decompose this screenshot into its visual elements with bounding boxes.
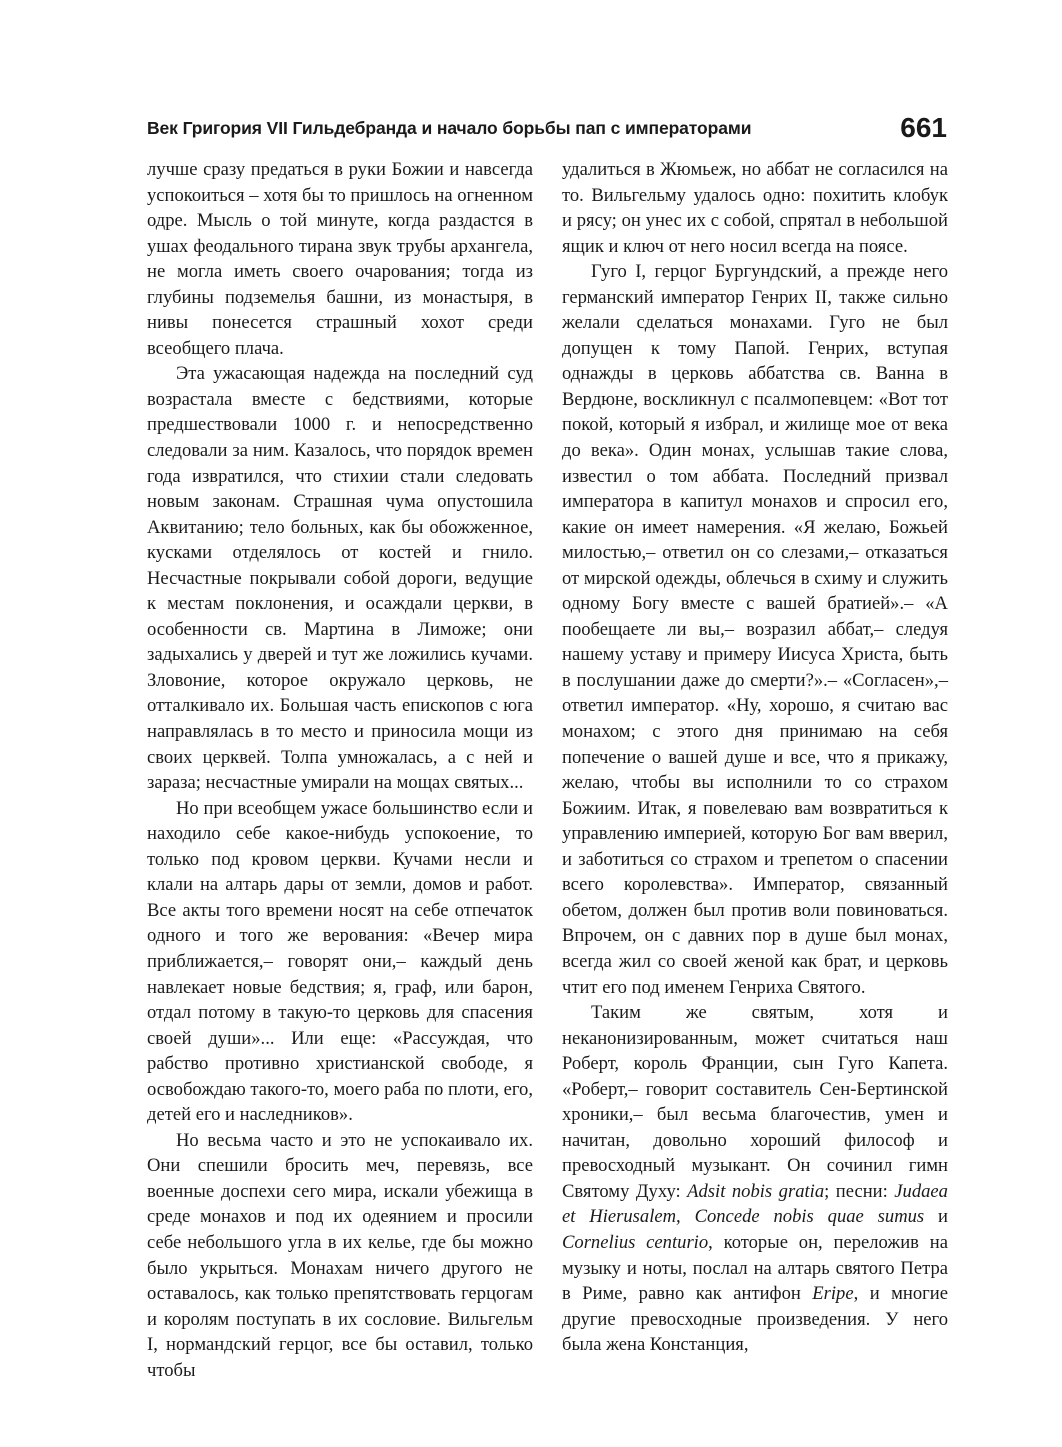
paragraph: удалиться в Жюмьеж, но аббат не согласился на то. Вильгельму удалось одно: похитить клобук и рясу; он унес их с собой, спрятал в небольшой ящик и ключ от него носил всегда на поясе. xyxy=(562,159,948,257)
paragraph: Гуго I, герцог Бургундский, а прежде него германский император Генрих II, также сильно желали сделаться монахами. Гуго не был допущен к тому Папой. Генрих, вступая однажды в церковь аббатства св. Ванна в Вердюне, воскликнул с псалмопевцем: «Вот тот покой, который я избрал, и жилище мое от века до века». Один монах, услышав такие слова, известил о том аббата. Последний призвал императора в капитул монахов и спросил его, какие он имеет намерения. «Я желаю, Божьей милостью,– ответил он со слезами,– отказаться от мирской одежды, облечься в схиму и служить одному Богу вместе с вашей братией».– «А пообещаете ли вы,– возразил аббат,– следуя нашему уставу и примеру Иисуса Христа, быть в послушании даже до смерти?».– «Согласен»,– ответил император. «Ну, хорошо, я считаю вас монахом; с этого дня принимаю на себя попечение о вашей душе и все, что я прикажу, желаю, чтобы вы исполнили то со страхом Божиим. Итак, я повелеваю вам возвратиться к управлению империей, которую Бог вам вверил, и заботиться со страхом и трепетом о спасении всего королевства». Император, связанный обетом, должен был против воли повиноваться. Впрочем, он с давних пор в душе был монах, всегда жил со своей женой как брат, и церковь чтит его под именем Генриха Святого. xyxy=(562,261,948,998)
page-number: 661 xyxy=(900,112,947,143)
song-titles: Judaea et Hierusalem, Concede nobis quae sumus xyxy=(562,1180,948,1228)
left-column xyxy=(147,157,533,1383)
paragraph: Но при всеобщем ужасе большинство если и находило себе какое-нибудь успокоение, то только под кровом церкви. Кучами несли и клали на алтарь дары от земли, домов и работ. Все акты того времени носят на себе отпечаток одного и того же верования: «Вечер мира приближается,– говорят они,– каждый день навлекает новые бедствия; я, граф, или барон, отдал потому в такую-то церковь для спасения своей души»... Или еще: «Рассуждая, что рабство противно христианской свободе, я освобождаю такого-то, моего раба по плоти, его, детей его и наследников». xyxy=(147,797,533,1126)
paragraph xyxy=(562,1000,948,1358)
text-run: , и многие другие превосходные произведения. У него была жена Констанция, xyxy=(562,1283,948,1356)
paragraph: Но весьма часто и это не успокаивало их. Они спешили бросить меч, перевязь, все военные доспехи сего мира, искали убежища в среде монахов и под их одеянием и просили себе небольшого угла в их келье, где бы можно было укрыться. Монахам ничего другого не оставалось, как только препятствовать герцогам и королям поступать в их сословие. Вильгельм I, нормандский герцог, все бы оставил, только чтобы xyxy=(147,1129,533,1381)
song-title: Cornelius centurio xyxy=(562,1231,709,1253)
text-run: Таким же святым, хотя и неканонизированным, может считаться наш Роберт, король Франции, сын Гуго Капета. «Роберт,– говорит составитель Сен-Бертинской хроники,– был весьма благочестив, умен и начитан, довольно хороший философ и превосходный музыкант. Он сочинил гимн Святому Духу: xyxy=(562,1002,948,1202)
text-run: , которые он, переложив на музыку и ноты, послал на алтарь святого Петра в Риме, равно как антифон xyxy=(562,1231,948,1305)
paragraph: Эта ужасающая надежда на последний суд возрастала вместе с бедствиями, которые предшествовали 1000 г. и непосредственно следовали за ним. Казалось, что порядок времен года извратился, что стихии стали следовать новым законам. Страшная чума опустошила Аквитанию; тело больных, как бы обожженное, кусками отделялось от костей и гнило. Несчастные покрывали собой дороги, ведущие к местам поклонения, и осаждали церкви, в особенности св. Мартина в Лиможе; они задыхались у дверей и тут же ложились кучами. Зловоние, которое окружало церковь, не отталкивало их. Большая часть епископов с юга направлялась в то место и приносила мощи из своих церквей. Толпа умножалась, а с ней и зараза; несчастные умирали на мощах святых... xyxy=(147,363,533,794)
text-run: и xyxy=(924,1206,948,1228)
text-run: ; песни: xyxy=(824,1180,895,1202)
right-column xyxy=(562,157,948,1358)
antiphon-title: Eripe xyxy=(812,1283,854,1305)
running-head-title: Век Григория VII Гильдебранда и начало борьбы пап с императорами xyxy=(147,118,752,138)
hymn-title: Adsit nobis gratia xyxy=(687,1180,825,1202)
paragraph: лучше сразу предаться в руки Божии и навсегда успокоиться – хотя бы то пришлось на огненном одре. Мысль о той минуте, когда раздастся в ушах феодального тирана звук трубы архангела, не могла иметь своего очарования; тогда из глубины подземелья башни, из монастыря, в нивы понесется страшный хохот среди всеобщего плача. xyxy=(147,159,533,359)
running-head xyxy=(147,112,947,156)
